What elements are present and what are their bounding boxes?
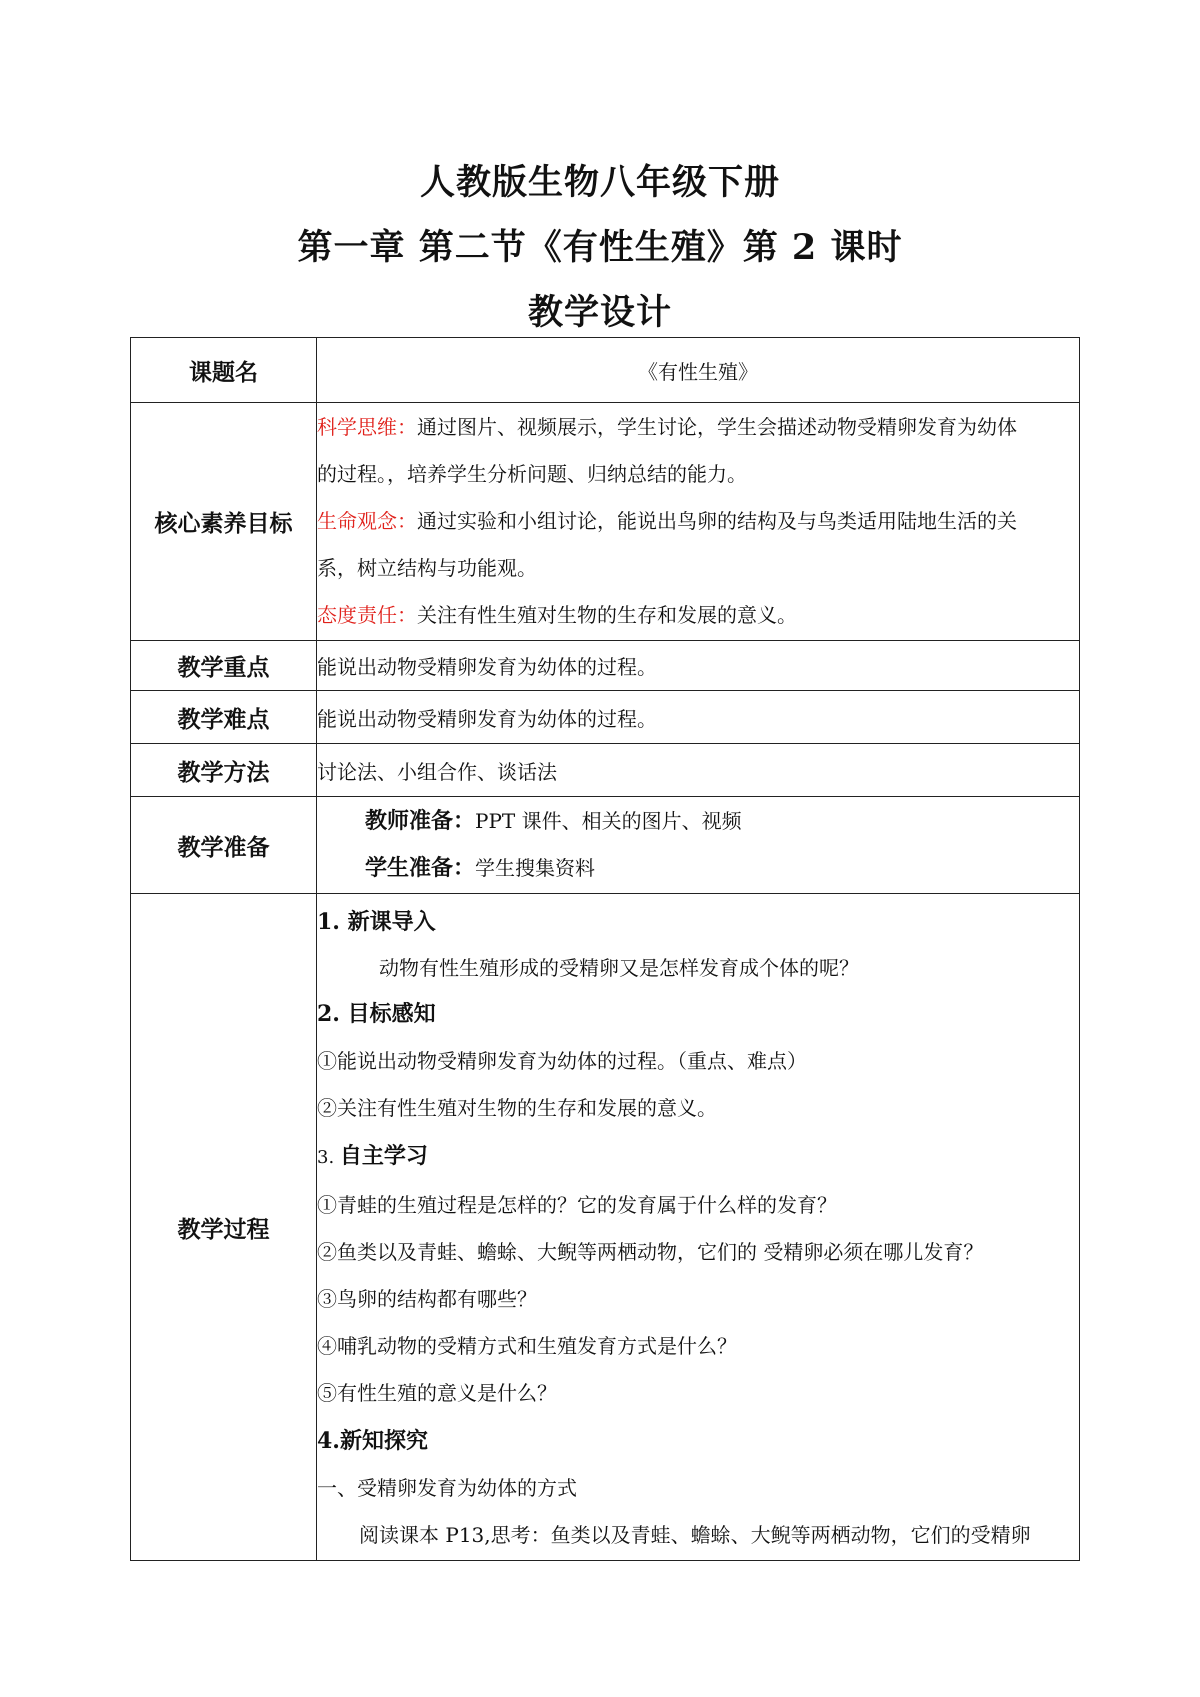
student-prep-label: 学生准备： — [365, 855, 476, 881]
section-4-subheading: 一、受精卵发育为幼体的方式 — [317, 1476, 577, 1500]
teacher-prep — [317, 798, 1079, 845]
process-label: 教学过程 — [131, 894, 317, 1561]
difficult-value: 能说出动物受精卵发育为幼体的过程。 — [317, 691, 1080, 744]
student-prep — [317, 845, 1079, 892]
prep-label: 教学准备 — [131, 797, 317, 894]
goals-label: 核心素养目标 — [131, 403, 317, 641]
row-process — [131, 894, 1080, 1561]
goal-3-tag: 态度责任： — [317, 603, 417, 627]
goal-2-cont: 系，树立结构与功能观。 — [317, 556, 537, 580]
topic-value: 《有性生殖》 — [317, 338, 1080, 403]
goal-3 — [317, 592, 1079, 639]
prep-value — [317, 797, 1080, 894]
lesson-plan-table — [130, 337, 1080, 1561]
row-method — [131, 744, 1080, 797]
section-2-item-2: ②关注有性生殖对生物的生存和发展的意义。 — [317, 1096, 717, 1120]
goal-2 — [317, 498, 1079, 545]
section-3-item-5: ⑤有性生殖的意义是什么？ — [317, 1381, 557, 1405]
document-title — [0, 150, 1200, 345]
section-3-number: 3. — [317, 1147, 340, 1168]
row-key-point — [131, 641, 1080, 691]
goal-1-tag: 科学思维： — [317, 415, 417, 439]
section-3-title: 自主学习 — [339, 1143, 428, 1169]
goal-1-cont: 的过程。，培养学生分析问题、归纳总结的能力。 — [317, 462, 747, 486]
section-4-text: 阅读课本 P13,思考：鱼类以及青蛙、蟾蜍、大鲵等两栖动物，它们的受精卵 — [359, 1523, 1031, 1547]
student-prep-value: 学生搜集资料 — [475, 856, 596, 880]
goal-2-tag: 生命观念： — [317, 509, 417, 533]
row-topic — [131, 338, 1080, 403]
row-preparation — [131, 797, 1080, 894]
goals-value — [317, 403, 1080, 641]
section-4-heading: 4.新知探究 — [317, 1428, 428, 1454]
goal-2-text: 通过实验和小组讨论，能说出鸟卵的结构及与鸟类适用陆地生活的关 — [417, 509, 1017, 533]
section-2-heading: 2. 目标感知 — [317, 1001, 436, 1027]
method-label: 教学方法 — [131, 744, 317, 797]
key-label: 教学重点 — [131, 641, 317, 691]
goal-1-text: 通过图片、视频展示，学生讨论，学生会描述动物受精卵发育为幼体 — [417, 415, 1017, 439]
method-value: 讨论法、小组合作、谈话法 — [317, 744, 1080, 797]
topic-label: 课题名 — [131, 338, 317, 403]
row-goals — [131, 403, 1080, 641]
title-line-1: 人教版生物八年级下册 — [419, 162, 780, 203]
goal-1 — [317, 404, 1079, 451]
section-3-item-4: ④哺乳动物的受精方式和生殖发育方式是什么？ — [317, 1334, 737, 1358]
process-value — [317, 894, 1080, 1561]
difficult-label: 教学难点 — [131, 691, 317, 744]
section-2-item-1: ①能说出动物受精卵发育为幼体的过程。（重点、难点） — [317, 1049, 807, 1073]
section-3-heading — [317, 1132, 1079, 1182]
section-3-item-2: ②鱼类以及青蛙、蟾蜍、大鲵等两栖动物，它们的 受精卵必须在哪儿发育？ — [317, 1240, 984, 1264]
row-difficult-point — [131, 691, 1080, 744]
title-line-3: 教学设计 — [527, 292, 672, 333]
section-1-text: 动物有性生殖形成的受精卵又是怎样发育成个体的呢？ — [379, 956, 859, 980]
teacher-prep-label: 教师准备： — [365, 808, 476, 834]
section-3-item-1: ①青蛙的生殖过程是怎样的？它的发育属于什么样的发育？ — [317, 1193, 837, 1217]
section-3-item-3: ③鸟卵的结构都有哪些？ — [317, 1287, 537, 1311]
key-value: 能说出动物受精卵发育为幼体的过程。 — [317, 641, 1080, 691]
section-1-heading: 1. 新课导入 — [317, 909, 436, 935]
title-line-2: 第一章 第二节《有性生殖》第 2 课时 — [297, 227, 903, 268]
teacher-prep-value: PPT 课件、相关的图片、视频 — [475, 809, 742, 833]
goal-3-text: 关注有性生殖对生物的生存和发展的意义。 — [417, 603, 797, 627]
